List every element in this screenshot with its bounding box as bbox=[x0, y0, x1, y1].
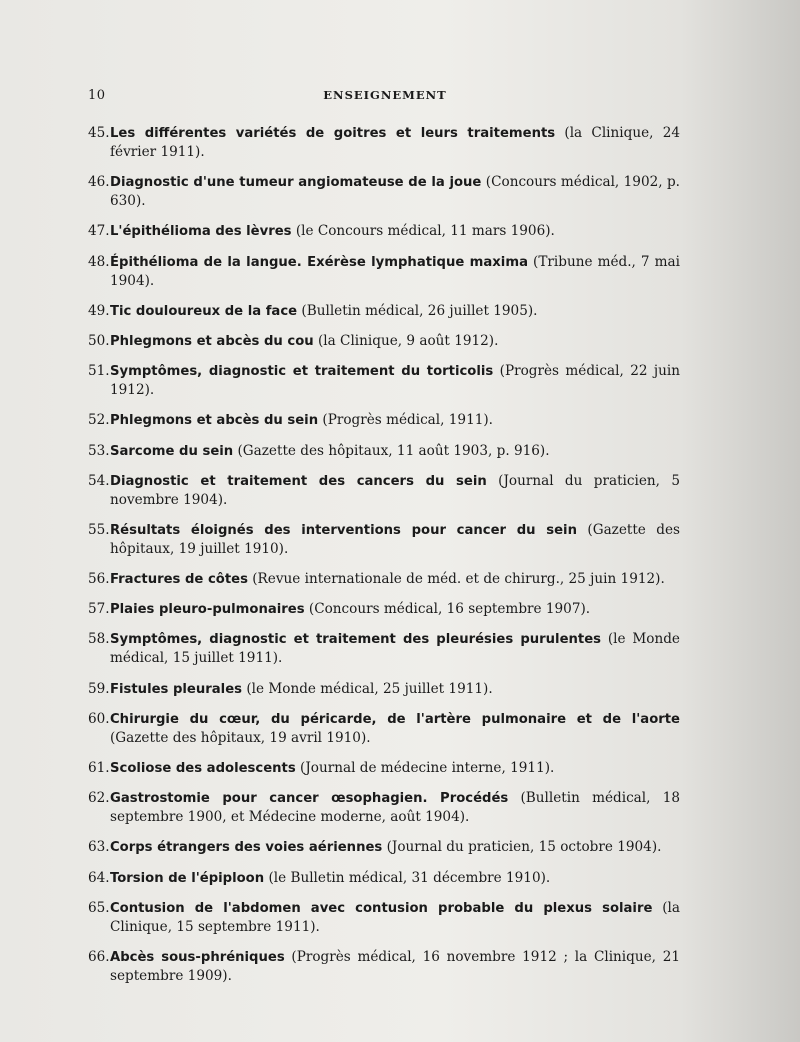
entry-number: 52. bbox=[88, 412, 110, 429]
entry-number: 50. bbox=[88, 332, 110, 349]
bibliography-entry bbox=[88, 899, 680, 937]
entry-reference: (Concours médical, 16 septembre 1907). bbox=[304, 601, 591, 618]
bibliography-entry bbox=[88, 173, 680, 211]
entry-number: 54. bbox=[88, 472, 110, 489]
entry-title: Les différentes variétés de goitres et leurs traitements bbox=[110, 126, 556, 141]
entry-number: 63. bbox=[88, 839, 110, 856]
entry-reference: (le Monde médical, 15 juillet 1911). bbox=[110, 631, 680, 667]
entry-title: Corps étrangers des voies aériennes bbox=[110, 840, 383, 856]
entry-number: 53. bbox=[88, 442, 110, 459]
page-header bbox=[88, 88, 682, 103]
bibliography-entry bbox=[88, 570, 680, 589]
entry-reference: (le Bulletin médical, 31 décembre 1910). bbox=[264, 869, 551, 886]
entry-reference: (Progrès médical, 16 novembre 1912 ; la Clinique, 21 septembre 1909). bbox=[110, 948, 680, 984]
entry-reference: (le Concours médical, 11 mars 1906). bbox=[291, 223, 555, 240]
entry-reference: (Journal du praticien, 5 novembre 1904). bbox=[110, 472, 680, 508]
entry-number: 58. bbox=[88, 631, 110, 648]
entry-number: 56. bbox=[88, 571, 110, 588]
entry-title: Symptômes, diagnostic et traitement des pleurésies purulentes bbox=[110, 632, 601, 648]
bibliography-entry bbox=[88, 442, 680, 461]
page-title: ENSEIGNEMENT bbox=[323, 88, 447, 102]
entry-reference: (la Clinique, 9 août 1912). bbox=[313, 332, 499, 349]
entry-reference: (Gazette des hôpitaux, 11 août 1903, p. 916). bbox=[233, 442, 550, 459]
entry-number: 60. bbox=[88, 710, 110, 727]
bibliography-entry bbox=[88, 411, 680, 430]
entry-title: L'épithélioma des lèvres bbox=[110, 224, 292, 240]
entry-number: 57. bbox=[88, 601, 110, 618]
bibliography-entry bbox=[88, 789, 680, 827]
entry-title: Gastrostomie pour cancer œsophagien. Procédés bbox=[110, 791, 509, 807]
entry-reference: (Journal du praticien, 15 octobre 1904). bbox=[382, 839, 662, 856]
entry-title: Chirurgie du cœur, du péricarde, de l'artère pulmonaire et de l'aorte bbox=[110, 711, 680, 727]
entry-number: 55. bbox=[88, 521, 110, 538]
bibliography-entry bbox=[88, 630, 680, 668]
bibliography-entry bbox=[88, 948, 680, 986]
entry-number: 59. bbox=[88, 680, 110, 697]
bibliography-entry bbox=[88, 222, 680, 241]
entry-number: 51. bbox=[88, 363, 110, 380]
entry-title: Épithélioma de la langue. Exérèse lymphatique maxima bbox=[110, 254, 528, 270]
entry-title: Plaies pleuro-pulmonaires bbox=[110, 602, 305, 618]
bibliography-entry bbox=[88, 362, 680, 400]
entry-reference: (Gazette des hôpitaux, 19 avril 1910). bbox=[110, 729, 371, 746]
entry-number: 66. bbox=[88, 948, 110, 965]
bibliography-entry bbox=[88, 759, 680, 778]
entry-reference: (Bulletin médical, 26 juillet 1905). bbox=[297, 302, 538, 319]
entry-reference: (Progrès médical, 1911). bbox=[318, 412, 494, 429]
bibliography-entry bbox=[88, 521, 680, 559]
bibliography-entry bbox=[88, 710, 680, 748]
entry-title: Résultats éloignés des interventions pour cancer du sein bbox=[110, 522, 577, 538]
entry-reference: (Bulletin médical, 18 septembre 1900, et Médecine moderne, août 1904). bbox=[110, 790, 680, 826]
entry-reference: (le Monde médical, 25 juillet 1911). bbox=[242, 680, 493, 697]
entry-title: Abcès sous-phréniques bbox=[110, 949, 285, 965]
entry-number: 45. bbox=[88, 125, 110, 141]
entry-number: 48. bbox=[88, 253, 110, 270]
bibliography-entry bbox=[88, 838, 680, 857]
bibliography-entry bbox=[88, 302, 680, 321]
entry-reference: (Progrès médical, 22 juin 1912). bbox=[110, 363, 680, 399]
entry-number: 64. bbox=[88, 869, 110, 886]
entry-reference: (la Clinique, 24 février 1911). bbox=[110, 125, 680, 160]
bibliography-entry bbox=[88, 124, 680, 162]
bibliography-list bbox=[88, 124, 680, 997]
entry-number: 49. bbox=[88, 302, 110, 319]
entry-title: Contusion de l'abdomen avec contusion probable du plexus solaire bbox=[110, 900, 653, 916]
entry-title: Tic douloureux de la face bbox=[110, 303, 298, 319]
entry-title: Diagnostic d'une tumeur angiomateuse de la joue bbox=[110, 175, 482, 191]
page-number: 10 bbox=[88, 88, 106, 103]
entry-title: Symptômes, diagnostic et traitement du torticolis bbox=[110, 364, 494, 380]
bibliography-entry bbox=[88, 332, 680, 351]
entry-reference: (Tribune méd., 7 mai 1904). bbox=[110, 253, 680, 289]
bibliography-entry bbox=[88, 869, 680, 888]
entry-number: 61. bbox=[88, 760, 110, 776]
entry-title: Phlegmons et abcès du cou bbox=[110, 333, 314, 349]
entry-number: 62. bbox=[88, 790, 110, 807]
bibliography-entry bbox=[88, 680, 680, 699]
entry-reference: (Revue internationale de méd. et de chirurg., 25 juin 1912). bbox=[247, 571, 665, 588]
bibliography-entry bbox=[88, 600, 680, 619]
entry-reference: (la Clinique, 15 septembre 1911). bbox=[110, 899, 680, 935]
entry-title: Sarcome du sein bbox=[110, 443, 234, 459]
entry-title: Fractures de côtes bbox=[110, 572, 248, 588]
entry-reference: (Gazette des hôpitaux, 19 juillet 1910). bbox=[110, 521, 680, 557]
entry-title: Fistules pleurales bbox=[110, 681, 242, 697]
entry-number: 47. bbox=[88, 223, 110, 240]
entry-number: 65. bbox=[88, 899, 110, 916]
entry-title: Phlegmons et abcès du sein bbox=[110, 413, 319, 429]
entry-reference: (Concours médical, 1902, p. 630). bbox=[110, 174, 681, 210]
entry-title: Scoliose des adolescents bbox=[110, 761, 296, 776]
entry-reference: (Journal de médecine interne, 1911). bbox=[295, 760, 555, 776]
bibliography-entry bbox=[88, 472, 680, 510]
bibliography-entry bbox=[88, 253, 680, 291]
entry-title: Torsion de l'épiploon bbox=[110, 870, 265, 886]
entry-title: Diagnostic et traitement des cancers du sein bbox=[110, 473, 487, 489]
entry-number: 46. bbox=[88, 174, 110, 191]
